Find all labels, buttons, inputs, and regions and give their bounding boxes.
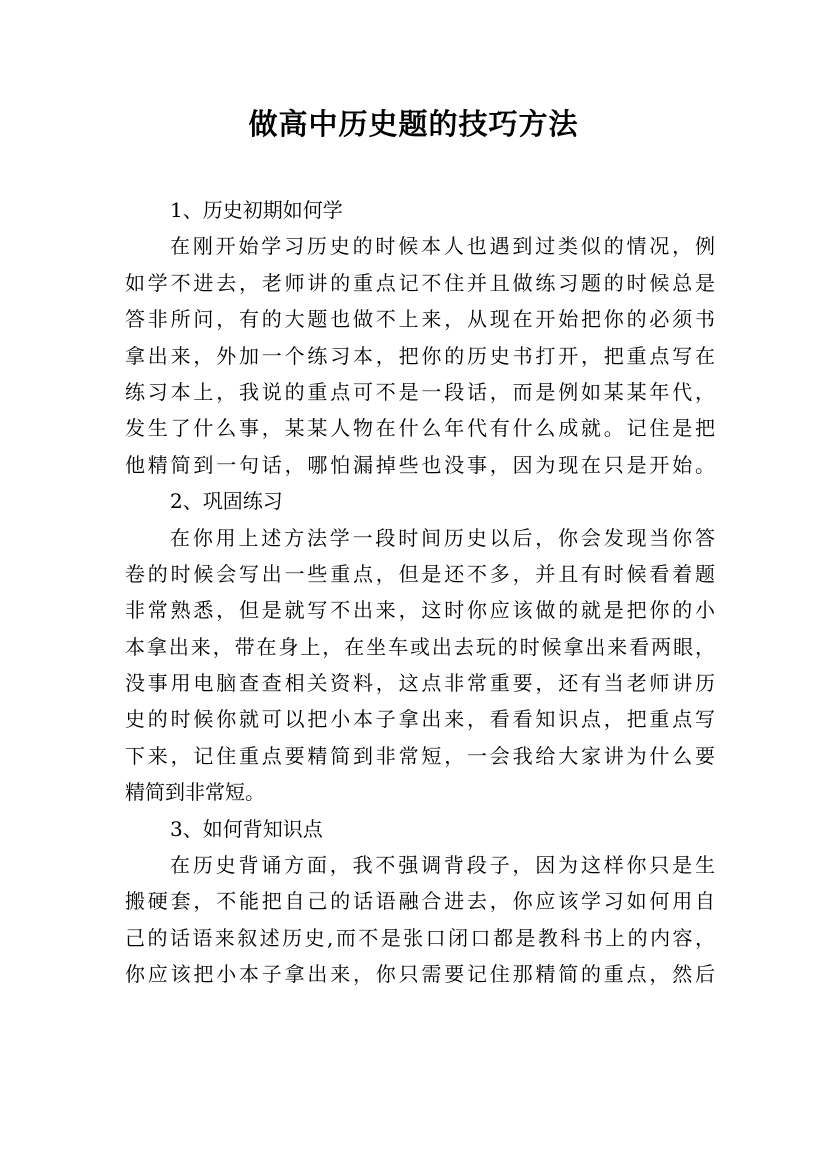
paragraph-line: 在刚开始学习历史的时候本人也遇到过类似的情况，例	[170, 234, 715, 259]
paragraph-line: 下来，记住重点要精简到非常短，一会我给大家讲为什么要	[125, 743, 715, 768]
paragraph-line: 练习本上，我说的重点可不是一段话，而是例如某某年代，	[125, 379, 715, 404]
paragraph-line: 拿出来，外加一个练习本，把你的历史书打开，把重点写在	[125, 343, 715, 368]
paragraph-line: 没事用电脑查查相关资料，这点非常重要，还有当老师讲历	[125, 671, 715, 696]
paragraph-line: 在历史背诵方面，我不强调背段子，因为这样你只是生	[170, 853, 715, 878]
paragraph-line: 搬硬套，不能把自己的话语融合进去，你应该学习如何用自	[125, 889, 715, 914]
paragraph-line: 非常熟悉，但是就写不出来，这时你应该做的就是把你的小	[125, 598, 715, 623]
paragraph-line: 如学不进去，老师讲的重点记不住并且做练习题的时候总是	[125, 270, 715, 295]
paragraph-line: 发生了什么事，某某人物在什么年代有什么成就。记住是把	[125, 416, 715, 441]
paragraph-line: 精简到非常短。	[125, 780, 265, 805]
document-body	[125, 192, 715, 993]
paragraph-line: 史的时候你就可以把小本子拿出来，看看知识点，把重点写	[125, 707, 715, 732]
paragraph-line: 在你用上述方法学一段时间历史以后，你会发现当你答	[170, 525, 715, 550]
paragraph-line: 己的话语来叙述历史,而不是张口闭口都是教科书上的内容，	[125, 925, 715, 950]
paragraph-line: 你应该把小本子拿出来，你只需要记住那精简的重点，然后	[125, 962, 715, 987]
paragraph-line: 他精简到一句话，哪怕漏掉些也没事，因为现在只是开始。	[125, 452, 715, 477]
section-heading: 2、巩固练习	[170, 489, 283, 514]
paragraph-line: 卷的时候会写出一些重点，但是还不多，并且有时候看着题	[125, 561, 715, 586]
document-title: 做高中历史题的技巧方法	[248, 107, 579, 141]
section-heading: 1、历史初期如何学	[170, 198, 343, 222]
paragraph-line: 本拿出来，带在身上，在坐车或出去玩的时候拿出来看两眼，	[125, 634, 715, 659]
section-heading: 3、如何背知识点	[170, 816, 323, 841]
paragraph-line: 答非所问，有的大题也做不上来，从现在开始把你的必须书	[125, 307, 715, 332]
